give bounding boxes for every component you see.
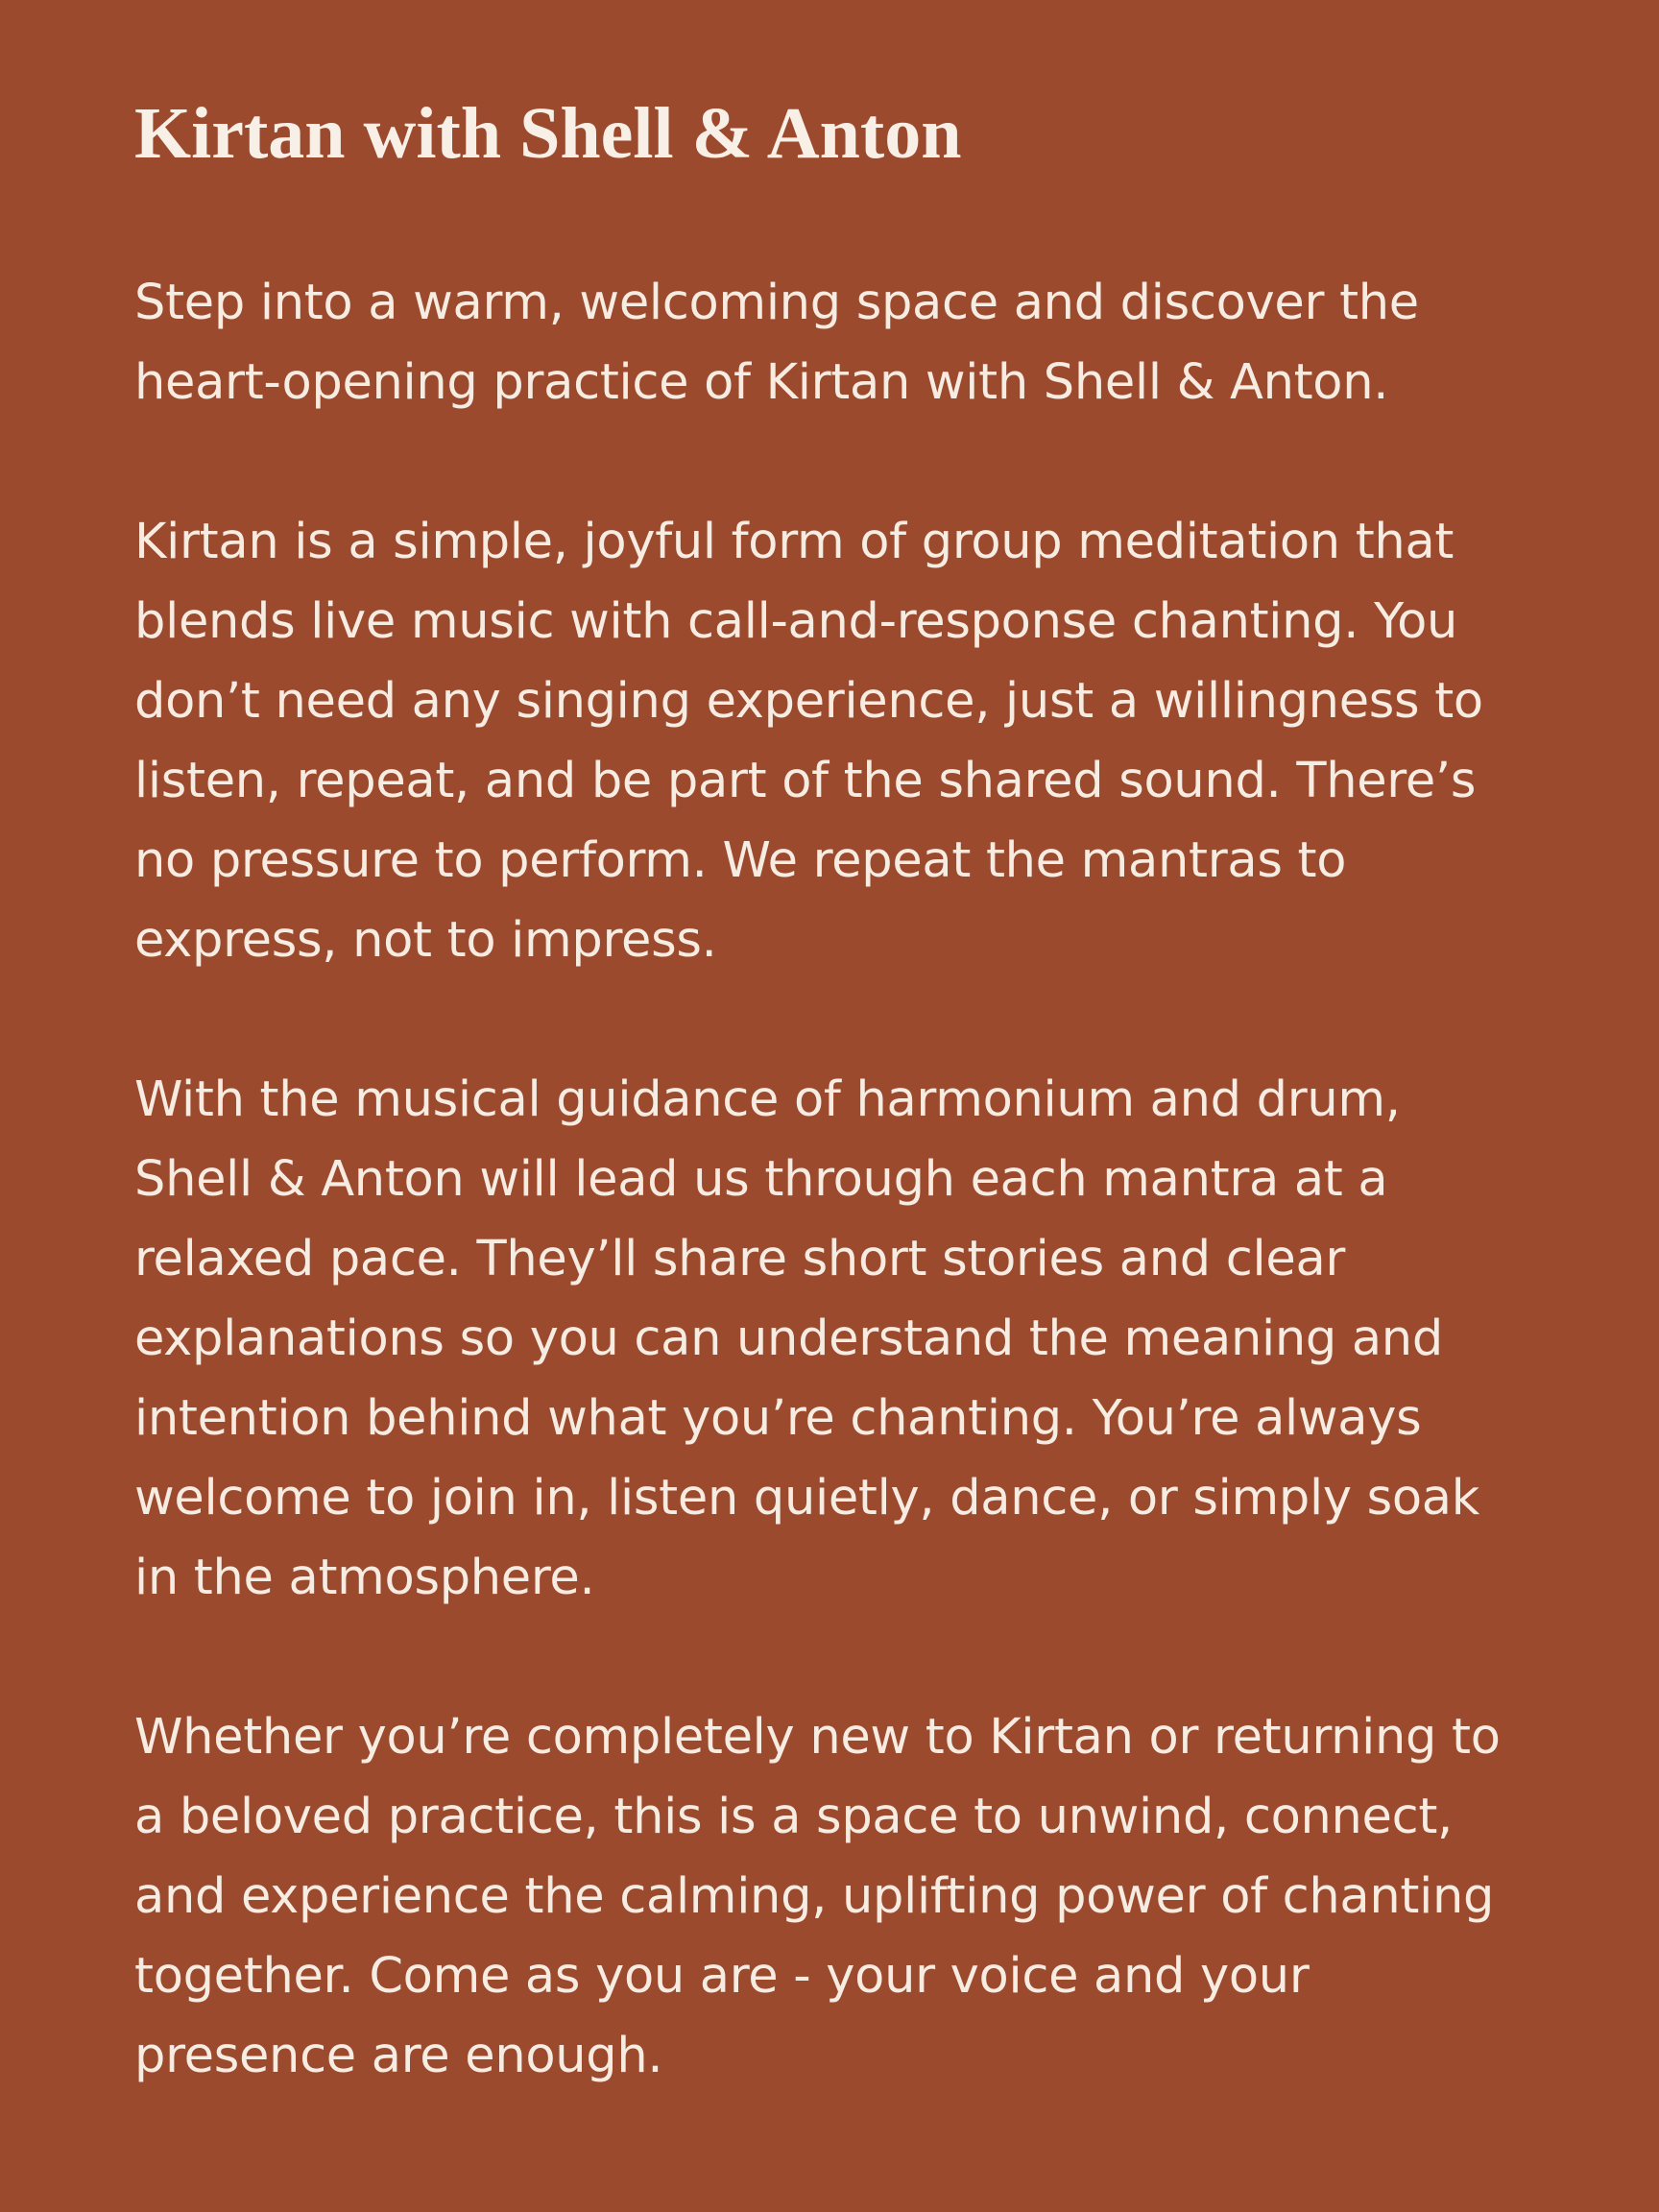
article-container: [134, 86, 1517, 2096]
guidance-paragraph: With the musical guidance of harmonium and drum, Shell & Anton will lead us through each mantra at a relaxed pace. They’ll share short stories and clear explanations so you can understand the meaning and intention behind what you’re chanting. You’re always welcome to join in, listen quietly, dance, or simply soak in the atmosphere.: [134, 1071, 1479, 1606]
description-paragraph: Kirtan is a simple, joyful form of group meditation that blends live music with call-and-response chanting. You don’t need any singing experience, just a willingness to listen, repeat, and be part of the shared sound. There’s no pressure to perform. We repeat the mantras to express, not to impress.: [134, 514, 1483, 969]
intro-paragraph: Step into a warm, welcoming space and discover the heart-opening practice of Kirtan with Shell & Anton.: [134, 275, 1419, 411]
closing-paragraph: Whether you’re completely new to Kirtan or returning to a beloved practice, this is a space to unwind, connect, and experience the calming, uplifting power of chanting together. Come as you are - your voice and your presence are enough.: [134, 1709, 1501, 2084]
page-title: Kirtan with Shell & Anton: [134, 93, 962, 174]
